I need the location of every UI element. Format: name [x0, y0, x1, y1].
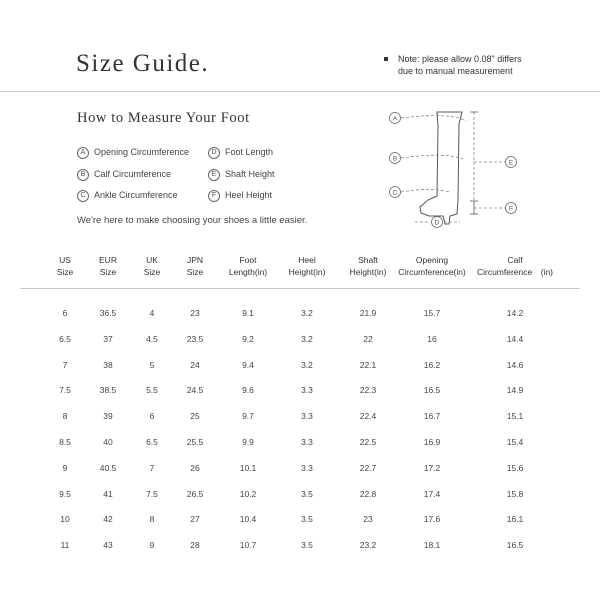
- cell-opening-circumference: 17.4: [423, 488, 441, 499]
- cell-jpn-size: 28: [190, 540, 200, 551]
- cell-foot-length: 9.9: [242, 437, 254, 447]
- cell-heel-height: 3.3: [301, 462, 313, 473]
- cell-jpn-size: 24: [190, 359, 200, 370]
- cell-opening-circumference: 16.7: [423, 411, 441, 422]
- cell-calf-circumference: 14.4: [506, 333, 524, 344]
- page-title: Size Guide.: [76, 50, 210, 77]
- calf-line: [401, 155, 463, 159]
- cell-uk-size: 4: [149, 308, 155, 318]
- note-line-1: Note: please allow 0.08" differs: [398, 54, 522, 64]
- diagram-f-label: F: [509, 205, 513, 213]
- cell-calf-circumference: 15.6: [506, 462, 524, 473]
- table-row: [0, 410, 600, 424]
- cell-uk-size: 6.5: [146, 437, 158, 447]
- cell-opening-circumference: 16.9: [423, 437, 441, 447]
- size-table-header: [0, 254, 600, 282]
- measure-subtitle: How to Measure Your Foot: [77, 110, 250, 126]
- cell-uk-size: 7: [149, 462, 155, 473]
- cell-calf-circumference: 15.8: [506, 488, 524, 499]
- letter-e-icon: E: [208, 169, 220, 181]
- cell-heel-height: 3.5: [301, 540, 313, 551]
- table-row: [0, 307, 600, 321]
- cell-shaft-height: 22.7: [359, 462, 377, 473]
- legend-label: Foot Length: [225, 147, 274, 157]
- cell-shaft-height: 22.8: [359, 488, 377, 499]
- legend-label: Heel Height: [225, 190, 273, 200]
- table-row: [0, 462, 600, 476]
- header-opening-circumference: Opening Circumference(in): [398, 255, 466, 277]
- cell-opening-circumference: 16: [427, 333, 437, 344]
- cell-foot-length: 10.7: [239, 540, 257, 551]
- cell-calf-circumference: 15.4: [506, 437, 524, 447]
- cell-eur-size: 43: [103, 540, 113, 551]
- cell-foot-length: 9.6: [242, 385, 254, 396]
- letter-d-icon: D: [208, 147, 220, 159]
- table-row: [0, 333, 600, 347]
- cell-opening-circumference: 18.1: [423, 540, 441, 551]
- cell-heel-height: 3.5: [301, 514, 313, 525]
- cell-shaft-height: 23: [363, 514, 373, 525]
- header-heel-height: Heel Height(in): [288, 255, 326, 277]
- letter-c-icon: C: [77, 190, 89, 202]
- cell-opening-circumference: 16.5: [423, 385, 441, 396]
- cell-shaft-height: 22.1: [359, 359, 377, 370]
- diagram-c-label: C: [392, 189, 398, 197]
- cell-calf-circumference: 14.9: [506, 385, 524, 396]
- cell-shaft-height: 22: [363, 333, 373, 344]
- cell-foot-length: 10.2: [239, 488, 257, 499]
- cell-shaft-height: 23.2: [359, 540, 377, 551]
- cell-shaft-height: 22.5: [359, 437, 377, 447]
- cell-eur-size: 39: [103, 411, 113, 422]
- cell-opening-circumference: 17.2: [423, 462, 441, 473]
- letter-a-icon: A: [77, 147, 89, 159]
- cell-us-size: 11: [60, 540, 70, 551]
- cell-uk-size: 6: [149, 411, 155, 422]
- cell-eur-size: 37: [103, 333, 113, 344]
- cell-jpn-size: 26.5: [186, 488, 204, 499]
- legend-label: Opening Circumference: [94, 147, 190, 157]
- cell-jpn-size: 23.5: [186, 333, 204, 344]
- opening-line: [401, 116, 466, 121]
- cell-foot-length: 9.4: [242, 359, 254, 370]
- header-uk: UK Size: [143, 255, 161, 277]
- cell-us-size: 7.5: [59, 385, 71, 396]
- cell-us-size: 9.5: [59, 488, 71, 499]
- letter-f-icon: F: [208, 190, 220, 202]
- table-row: [0, 539, 600, 553]
- cell-us-size: 8.5: [59, 437, 71, 447]
- cell-shaft-height: 22.4: [359, 411, 377, 422]
- diagram-e-label: E: [508, 159, 514, 167]
- table-row: [0, 359, 600, 373]
- cell-eur-size: 40.5: [99, 462, 117, 473]
- cell-heel-height: 3.3: [301, 411, 313, 422]
- cell-jpn-size: 25.5: [186, 437, 204, 447]
- cell-heel-height: 3.2: [301, 359, 313, 370]
- cell-heel-height: 3.2: [301, 308, 313, 318]
- cell-shaft-height: 22.3: [359, 385, 377, 396]
- table-row: [0, 513, 600, 527]
- cell-uk-size: 5: [149, 359, 155, 370]
- legend-label: Shaft Height: [225, 169, 275, 179]
- tagline: We're here to make choosing your shoes a little easier.: [77, 215, 308, 226]
- cell-uk-size: 8: [149, 514, 155, 525]
- cell-us-size: 10: [60, 514, 70, 525]
- header-calf-circumference: Calf Circumference (in): [476, 255, 554, 277]
- cell-us-size: 9: [62, 462, 68, 473]
- cell-us-size: 6: [62, 308, 68, 318]
- cell-eur-size: 42: [103, 514, 113, 525]
- cell-foot-length: 9.7: [242, 411, 254, 422]
- cell-heel-height: 3.3: [301, 385, 313, 396]
- cell-eur-size: 41: [103, 488, 113, 499]
- cell-jpn-size: 23: [190, 308, 200, 318]
- cell-calf-circumference: 15.1: [506, 411, 524, 422]
- cell-foot-length: 9.1: [242, 308, 254, 318]
- table-row: [0, 436, 600, 450]
- cell-foot-length: 10.4: [239, 514, 257, 525]
- note-line-2: due to manual measurement: [398, 66, 513, 76]
- header-us: US Size: [56, 255, 74, 277]
- cell-eur-size: 38.5: [99, 385, 117, 396]
- header-eur: EUR Size: [99, 255, 117, 277]
- cell-shaft-height: 21.9: [359, 308, 377, 318]
- cell-us-size: 6.5: [59, 333, 71, 344]
- cell-uk-size: 5.5: [146, 385, 158, 396]
- header-jpn: JPN Size: [186, 255, 204, 277]
- cell-opening-circumference: 15.7: [423, 308, 441, 318]
- cell-eur-size: 40: [103, 437, 113, 447]
- diagram-a-label: A: [392, 115, 398, 123]
- cell-opening-circumference: 17.6: [423, 514, 441, 525]
- diagram-b-label: B: [392, 155, 398, 163]
- table-row: [0, 384, 600, 398]
- cell-eur-size: 36.5: [99, 308, 117, 318]
- cell-us-size: 7: [62, 359, 68, 370]
- cell-calf-circumference: 16.5: [506, 540, 524, 551]
- cell-jpn-size: 27: [190, 514, 200, 525]
- diagram-d-label: D: [434, 219, 440, 227]
- cell-uk-size: 4.5: [146, 333, 158, 344]
- legend-label: Calf Circumference: [94, 169, 172, 179]
- cell-foot-length: 10.1: [239, 462, 257, 473]
- cell-jpn-size: 24.5: [186, 385, 204, 396]
- cell-jpn-size: 25: [190, 411, 200, 422]
- legend-label: Ankle Circumference: [94, 190, 178, 200]
- cell-calf-circumference: 14.6: [506, 359, 524, 370]
- cell-uk-size: 7.5: [146, 488, 158, 499]
- cell-calf-circumference: 16.1: [506, 514, 524, 525]
- table-divider: [20, 288, 580, 289]
- cell-heel-height: 3.2: [301, 333, 313, 344]
- cell-jpn-size: 26: [190, 462, 200, 473]
- ankle-line: [401, 190, 450, 193]
- cell-eur-size: 38: [103, 359, 113, 370]
- letter-b-icon: B: [77, 169, 89, 181]
- cell-us-size: 8: [62, 411, 68, 422]
- cell-heel-height: 3.3: [301, 437, 313, 447]
- boot-outline: [420, 112, 462, 224]
- header-shaft-height: Shaft Height(in): [349, 255, 387, 277]
- cell-opening-circumference: 16.2: [423, 359, 441, 370]
- header-foot-length: Foot Length(in): [228, 255, 268, 277]
- cell-heel-height: 3.5: [301, 488, 313, 499]
- cell-uk-size: 9: [149, 540, 155, 551]
- cell-foot-length: 9.2: [242, 333, 254, 344]
- cell-calf-circumference: 14.2: [506, 308, 524, 318]
- table-row: [0, 488, 600, 502]
